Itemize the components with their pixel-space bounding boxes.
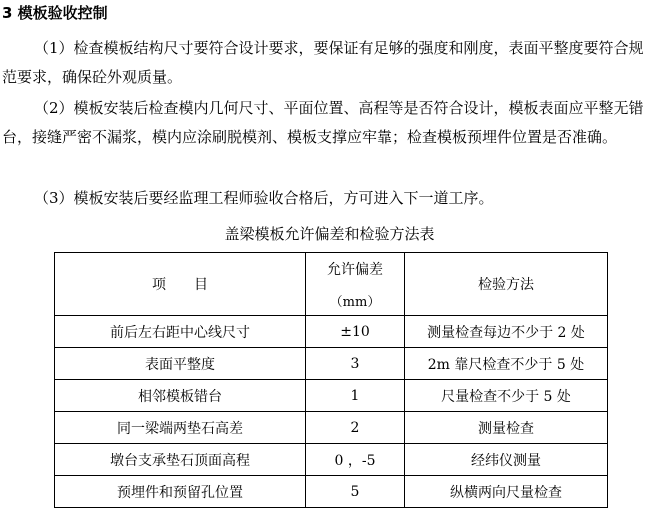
table-row [55, 444, 608, 476]
tolerance-table [54, 252, 608, 508]
cell-tolerance: ±10 [306, 316, 405, 348]
header-tolerance [306, 253, 405, 316]
cell-item: 预埋件和预留孔位置 [55, 476, 306, 508]
paragraph-1: （1）检查模板结构尺寸要符合设计要求，要保证有足够的强度和刚度，表面平整度要符合规范要求，确保砼外观质量。 [2, 39, 644, 86]
cell-method: 测量检查每边不少于 2 处 [405, 316, 608, 348]
table-row [55, 348, 608, 380]
paragraph-3: （3）模板安装后要经监理工程师验收合格后，方可进入下一道工序。 [34, 189, 494, 207]
paragraph-2: （2）模板安装后检查模内几何尺寸、平面位置、高程等是否符合设计，模板表面应平整无错台，接缝严密不漏浆，模内应涂刷脱模剂、模板支撑应牢靠；检查模板预埋件位置是否准确。 [2, 99, 644, 146]
table-caption: 盖梁模板允许偏差和检验方法表 [224, 225, 435, 243]
table-row [55, 380, 608, 412]
cell-method: 尺量检查不少于 5 处 [405, 380, 608, 412]
table-header-row [55, 253, 608, 316]
cell-tolerance: 1 [306, 380, 405, 412]
header-tolerance-unit: （mm） [329, 294, 381, 310]
cell-method: 2m 靠尺检查不少于 5 处 [405, 348, 608, 380]
cell-tolerance: 5 [306, 476, 405, 508]
table-row [55, 412, 608, 444]
header-method: 检验方法 [405, 253, 608, 316]
cell-method: 经纬仪测量 [405, 444, 608, 476]
cell-item: 墩台支承垫石顶面高程 [55, 444, 306, 476]
cell-item: 相邻模板错台 [55, 380, 306, 412]
section-title: 3 模板验收控制 [2, 4, 108, 22]
table-row [55, 476, 608, 508]
cell-tolerance: 3 [306, 348, 405, 380]
cell-item: 同一梁端两垫石高差 [55, 412, 306, 444]
header-item: 项 目 [55, 253, 306, 316]
cell-method: 测量检查 [405, 412, 608, 444]
cell-item: 前后左右距中心线尺寸 [55, 316, 306, 348]
cell-tolerance: 0 ，-5 [306, 444, 405, 476]
cell-method: 纵横两向尺量检查 [405, 476, 608, 508]
table-row [55, 316, 608, 348]
cell-tolerance: 2 [306, 412, 405, 444]
cell-item: 表面平整度 [55, 348, 306, 380]
header-tolerance-label: 允许偏差 [327, 261, 383, 278]
